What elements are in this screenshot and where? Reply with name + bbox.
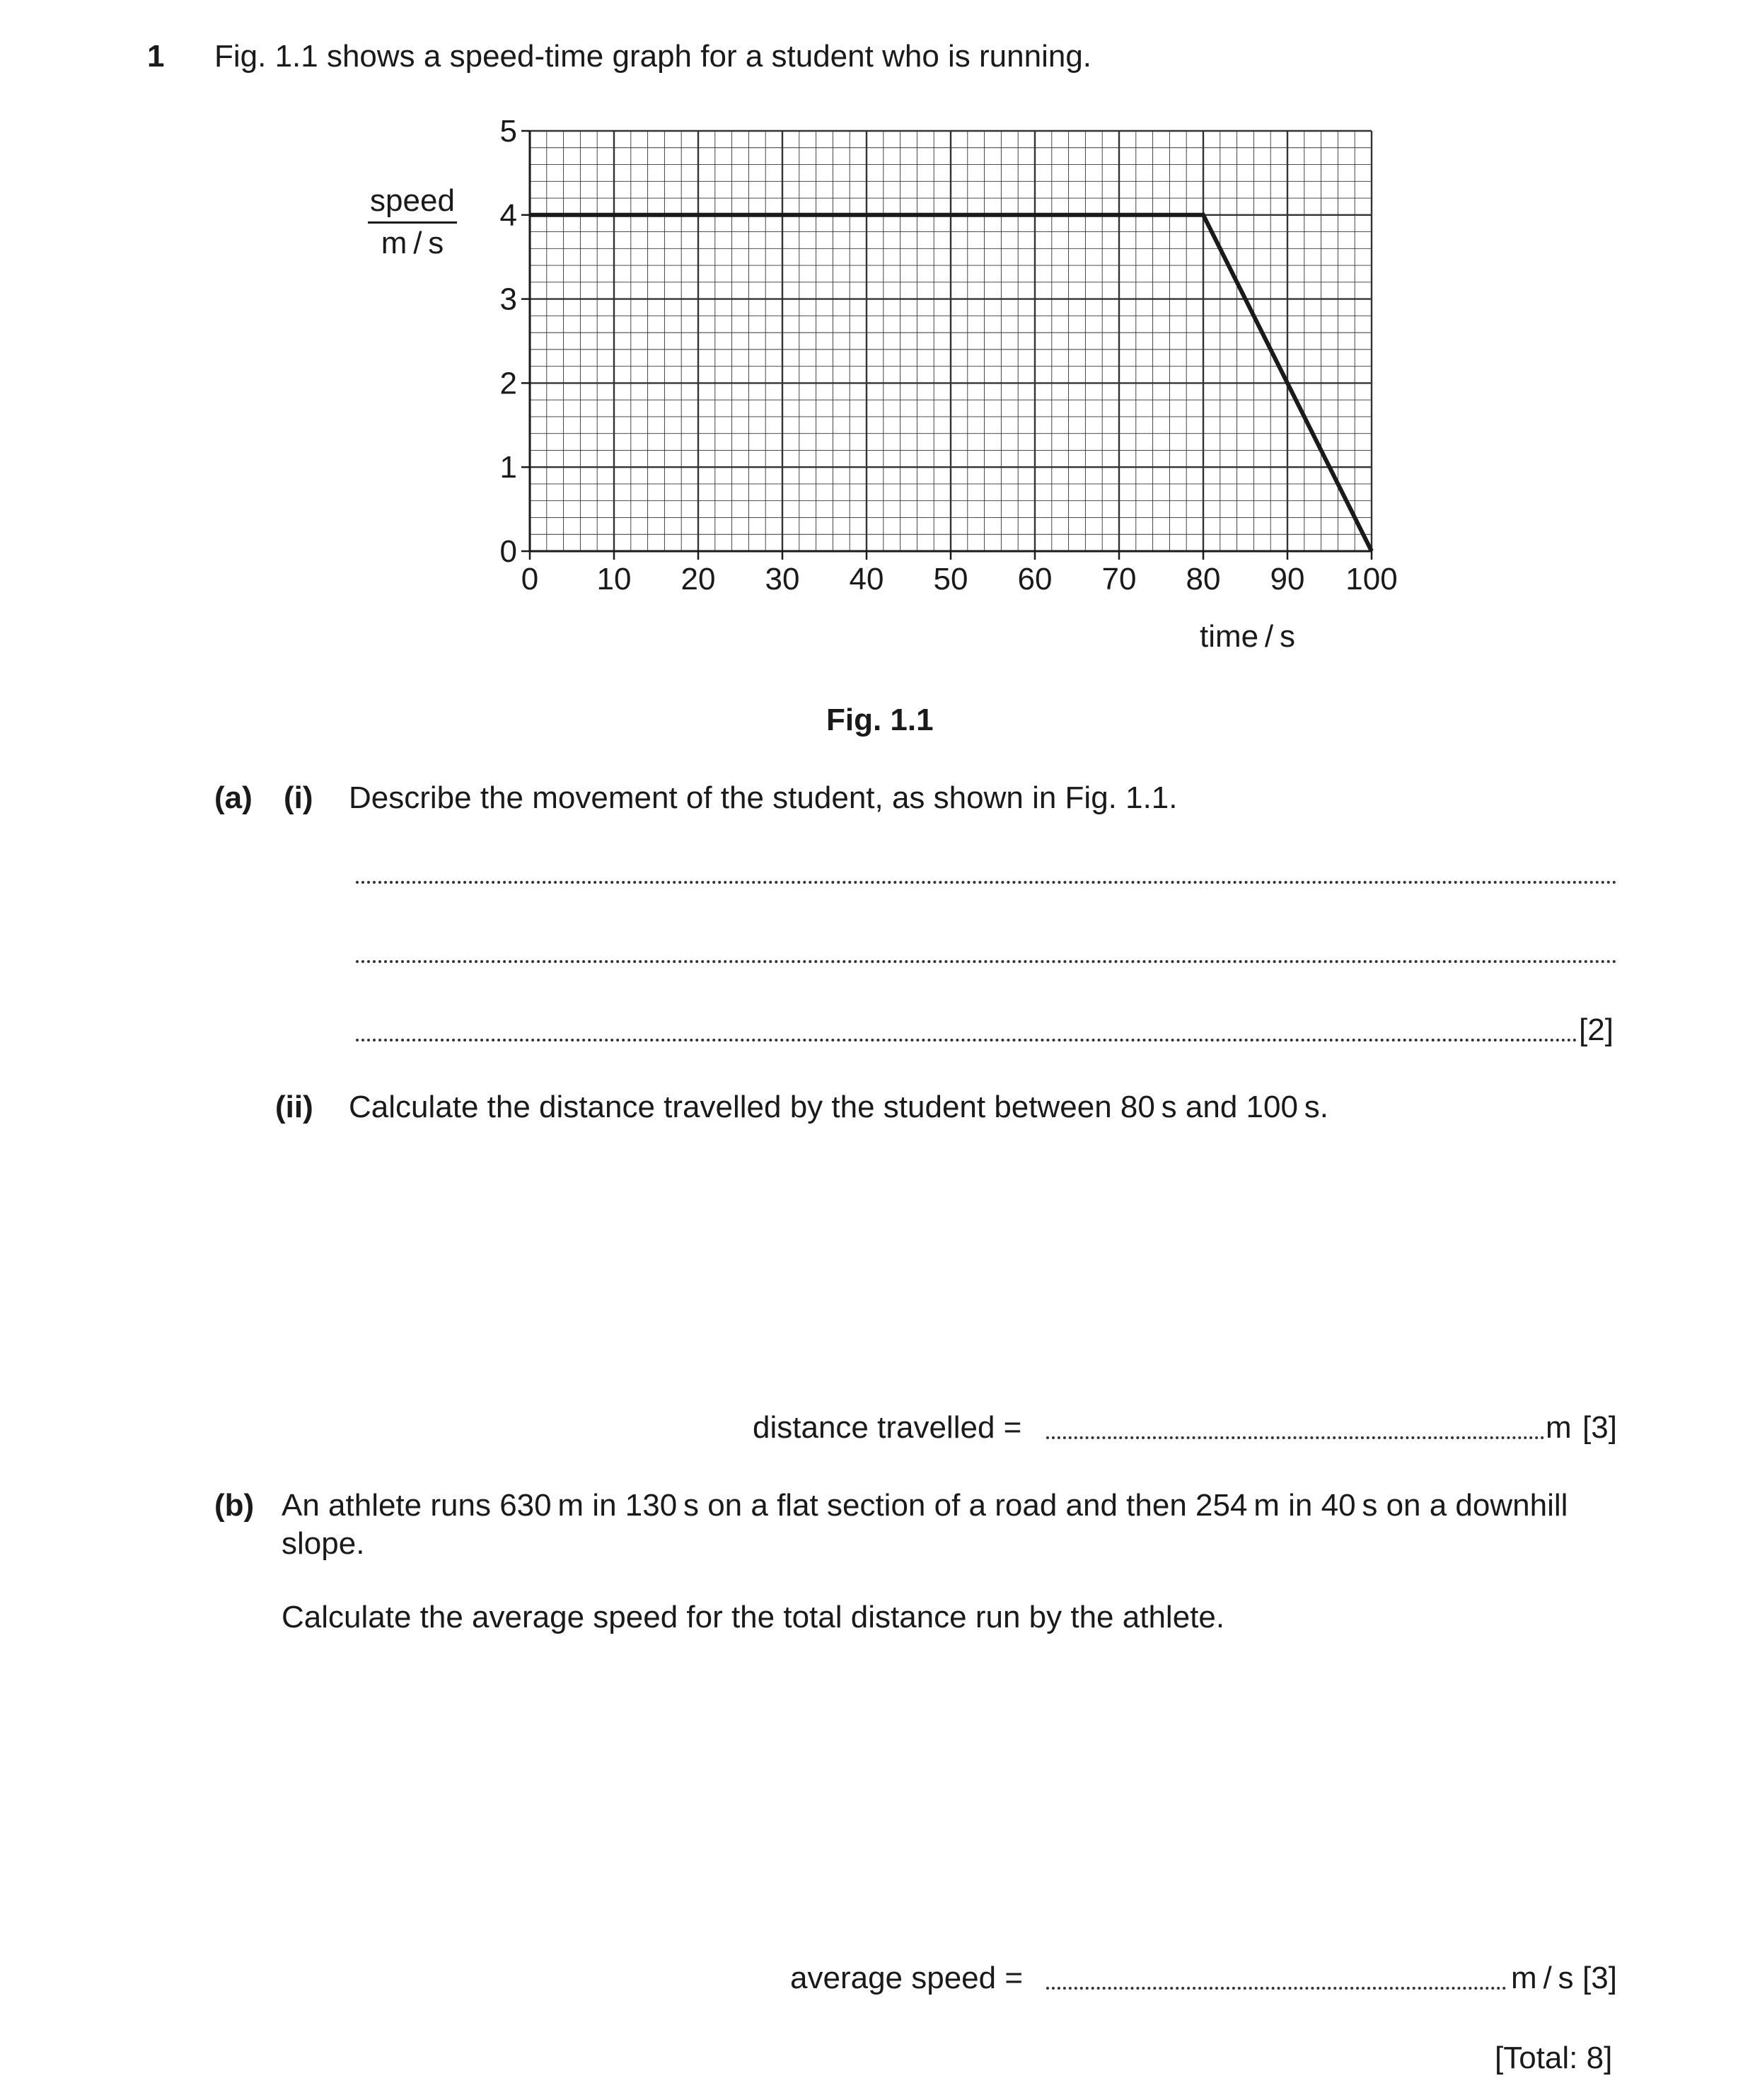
- average-speed-answer-label: average speed =: [790, 1961, 1024, 1995]
- x-tick-label: 100: [1345, 562, 1398, 596]
- average-speed-answer-unit: m / s: [1511, 1961, 1574, 1995]
- x-tick-label: 10: [596, 562, 632, 596]
- graph-canvas: [0, 0, 1755, 679]
- x-tick-label: 20: [680, 562, 716, 596]
- y-tick-label: 4: [499, 197, 517, 233]
- question-number: 1: [147, 39, 165, 74]
- answer-line-a-i-1[interactable]: [356, 881, 1617, 884]
- part-a-ii-marks: [3]: [1582, 1410, 1617, 1445]
- distance-answer-label: distance travelled =: [753, 1410, 1022, 1445]
- y-tick-label: 0: [499, 534, 517, 569]
- total-marks: [Total: 8]: [1495, 2041, 1613, 2075]
- part-b-marks: [3]: [1582, 1961, 1617, 1995]
- y-axis-label-numerator: speed: [370, 183, 455, 218]
- part-a-i-label: (i): [284, 780, 313, 815]
- part-b-instruction: Calculate the average speed for the total distance run by the athlete.: [282, 1600, 1225, 1634]
- part-b-text-line2: slope.: [282, 1526, 365, 1561]
- part-a-label: (a): [214, 780, 253, 815]
- distance-answer-unit: m: [1546, 1410, 1572, 1445]
- average-speed-answer-line[interactable]: [1046, 1987, 1506, 1990]
- y-tick-label: 3: [499, 282, 517, 317]
- part-a-i-marks: [2]: [1579, 1012, 1614, 1047]
- x-tick-label: 0: [521, 562, 539, 596]
- y-tick-label: 1: [499, 450, 517, 485]
- part-a-ii-text: Calculate the distance travelled by the student between 80 s and 100 s.: [349, 1090, 1328, 1124]
- distance-answer-line[interactable]: [1046, 1436, 1544, 1439]
- part-a-ii-label: (ii): [275, 1090, 313, 1124]
- y-tick-label: 2: [499, 366, 517, 401]
- figure-caption: Fig. 1.1: [826, 703, 934, 737]
- x-tick-label: 80: [1186, 562, 1221, 596]
- answer-line-a-i-3[interactable]: [356, 1039, 1577, 1042]
- question-intro: Fig. 1.1 shows a speed-time graph for a student who is running.: [214, 39, 1092, 74]
- x-tick-label: 30: [765, 562, 800, 596]
- part-a-i-text: Describe the movement of the student, as shown in Fig. 1.1.: [349, 780, 1178, 815]
- x-tick-label: 50: [933, 562, 968, 596]
- x-tick-label: 60: [1017, 562, 1053, 596]
- x-axis-label: time / s: [1200, 619, 1295, 654]
- part-b-text-line1: An athlete runs 630 m in 130 s on a flat section of a road and then 254 m in 40 s on a downhill: [282, 1488, 1568, 1523]
- part-b-label: (b): [214, 1488, 255, 1523]
- x-tick-label: 40: [849, 562, 884, 596]
- y-axis-label-fraction-bar: [368, 221, 457, 224]
- y-axis-label-denominator: m / s: [381, 226, 444, 260]
- answer-line-a-i-2[interactable]: [356, 960, 1617, 963]
- x-tick-label: 70: [1101, 562, 1137, 596]
- x-tick-label: 90: [1270, 562, 1305, 596]
- y-tick-label: 5: [499, 114, 517, 149]
